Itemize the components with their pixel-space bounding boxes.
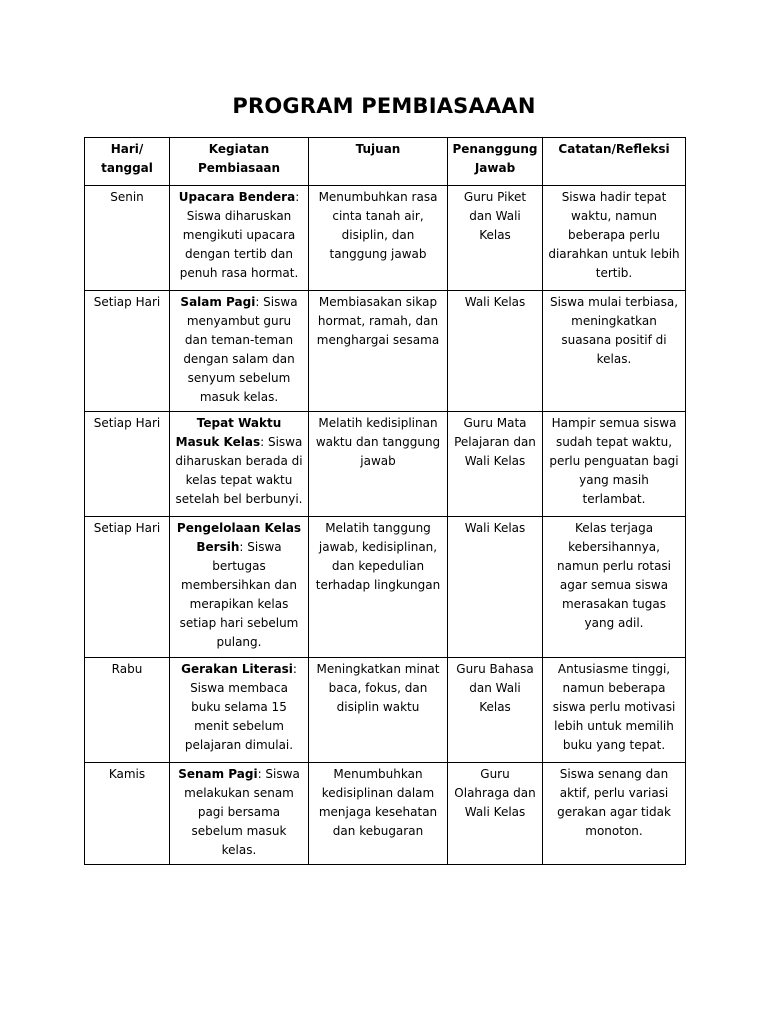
cell-catatan: Siswa hadir tepat waktu, namun beberapa perlu diarahkan untuk lebih tertib. <box>543 186 686 291</box>
cell-tujuan: Melatih tanggung jawab, kedisiplinan, dan kepedulian terhadap lingkungan <box>309 517 448 658</box>
cell-penanggung-jawab: Guru Olahraga dan Wali Kelas <box>448 763 543 865</box>
header-penanggung-jawab: Penanggung Jawab <box>448 138 543 186</box>
cell-kegiatan <box>170 186 309 291</box>
table-row <box>85 763 686 865</box>
cell-hari: Setiap Hari <box>85 412 170 517</box>
kegiatan-desc: : Siswa melakukan senam pagi bersama sebelum masuk kelas. <box>184 767 300 857</box>
kegiatan-desc: : Siswa diharuskan berada di kelas tepat waktu setelah bel berbunyi. <box>175 435 303 506</box>
kegiatan-desc: : Siswa membaca buku selama 15 menit sebelum pelajaran dimulai. <box>184 662 297 752</box>
cell-hari: Setiap Hari <box>85 291 170 412</box>
header-catatan: Catatan/Refleksi <box>543 138 686 186</box>
cell-tujuan: Menumbuhkan rasa cinta tanah air, disiplin, dan tanggung jawab <box>309 186 448 291</box>
cell-tujuan: Menumbuhkan kedisiplinan dalam menjaga kesehatan dan kebugaran <box>309 763 448 865</box>
table-header-row <box>85 138 686 186</box>
kegiatan-desc: : Siswa menyambut guru dan teman-teman dengan salam dan senyum sebelum masuk kelas. <box>183 295 298 404</box>
cell-kegiatan <box>170 763 309 865</box>
program-table <box>84 137 686 865</box>
cell-hari: Kamis <box>85 763 170 865</box>
cell-kegiatan <box>170 412 309 517</box>
table-row <box>85 517 686 658</box>
cell-tujuan: Meningkatkan minat baca, fokus, dan disiplin waktu <box>309 658 448 763</box>
table-row <box>85 658 686 763</box>
cell-penanggung-jawab: Wali Kelas <box>448 291 543 412</box>
cell-tujuan: Membiasakan sikap hormat, ramah, dan menghargai sesama <box>309 291 448 412</box>
cell-hari: Senin <box>85 186 170 291</box>
table-row <box>85 186 686 291</box>
kegiatan-name: Upacara Bendera <box>178 190 296 204</box>
cell-catatan: Kelas terjaga kebersihannya, namun perlu rotasi agar semua siswa merasakan tugas yang adil. <box>543 517 686 658</box>
kegiatan-name: Tepat Waktu Masuk Kelas <box>175 416 282 449</box>
cell-hari: Setiap Hari <box>85 517 170 658</box>
cell-catatan: Antusiasme tinggi, namun beberapa siswa perlu motivasi lebih untuk memilih buku yang tepat. <box>543 658 686 763</box>
cell-kegiatan <box>170 291 309 412</box>
kegiatan-desc: : Siswa bertugas membersihkan dan merapikan kelas setiap hari sebelum pulang. <box>179 540 299 649</box>
kegiatan-desc: : Siswa diharuskan mengikuti upacara dengan tertib dan penuh rasa hormat. <box>179 190 300 280</box>
table-row <box>85 291 686 412</box>
cell-kegiatan <box>170 517 309 658</box>
kegiatan-name: Gerakan Literasi <box>181 662 293 676</box>
kegiatan-name: Senam Pagi <box>178 767 258 781</box>
cell-penanggung-jawab: Guru Piket dan Wali Kelas <box>448 186 543 291</box>
cell-kegiatan <box>170 658 309 763</box>
cell-penanggung-jawab: Guru Mata Pelajaran dan Wali Kelas <box>448 412 543 517</box>
cell-penanggung-jawab: Wali Kelas <box>448 517 543 658</box>
page-title: PROGRAM PEMBIASAAAN <box>232 94 536 118</box>
header-tujuan: Tujuan <box>309 138 448 186</box>
cell-penanggung-jawab: Guru Bahasa dan Wali Kelas <box>448 658 543 763</box>
cell-catatan: Siswa mulai terbiasa, meningkatkan suasana positif di kelas. <box>543 291 686 412</box>
header-kegiatan: Kegiatan Pembiasaan <box>170 138 309 186</box>
cell-hari: Rabu <box>85 658 170 763</box>
header-hari: Hari/ tanggal <box>85 138 170 186</box>
cell-tujuan: Melatih kedisiplinan waktu dan tanggung jawab <box>309 412 448 517</box>
cell-catatan: Siswa senang dan aktif, perlu variasi gerakan agar tidak monoton. <box>543 763 686 865</box>
cell-catatan: Hampir semua siswa sudah tepat waktu, perlu penguatan bagi yang masih terlambat. <box>543 412 686 517</box>
table-row <box>85 412 686 517</box>
kegiatan-name: Salam Pagi <box>180 295 256 309</box>
kegiatan-name: Pengelolaan Kelas Bersih <box>176 521 302 554</box>
